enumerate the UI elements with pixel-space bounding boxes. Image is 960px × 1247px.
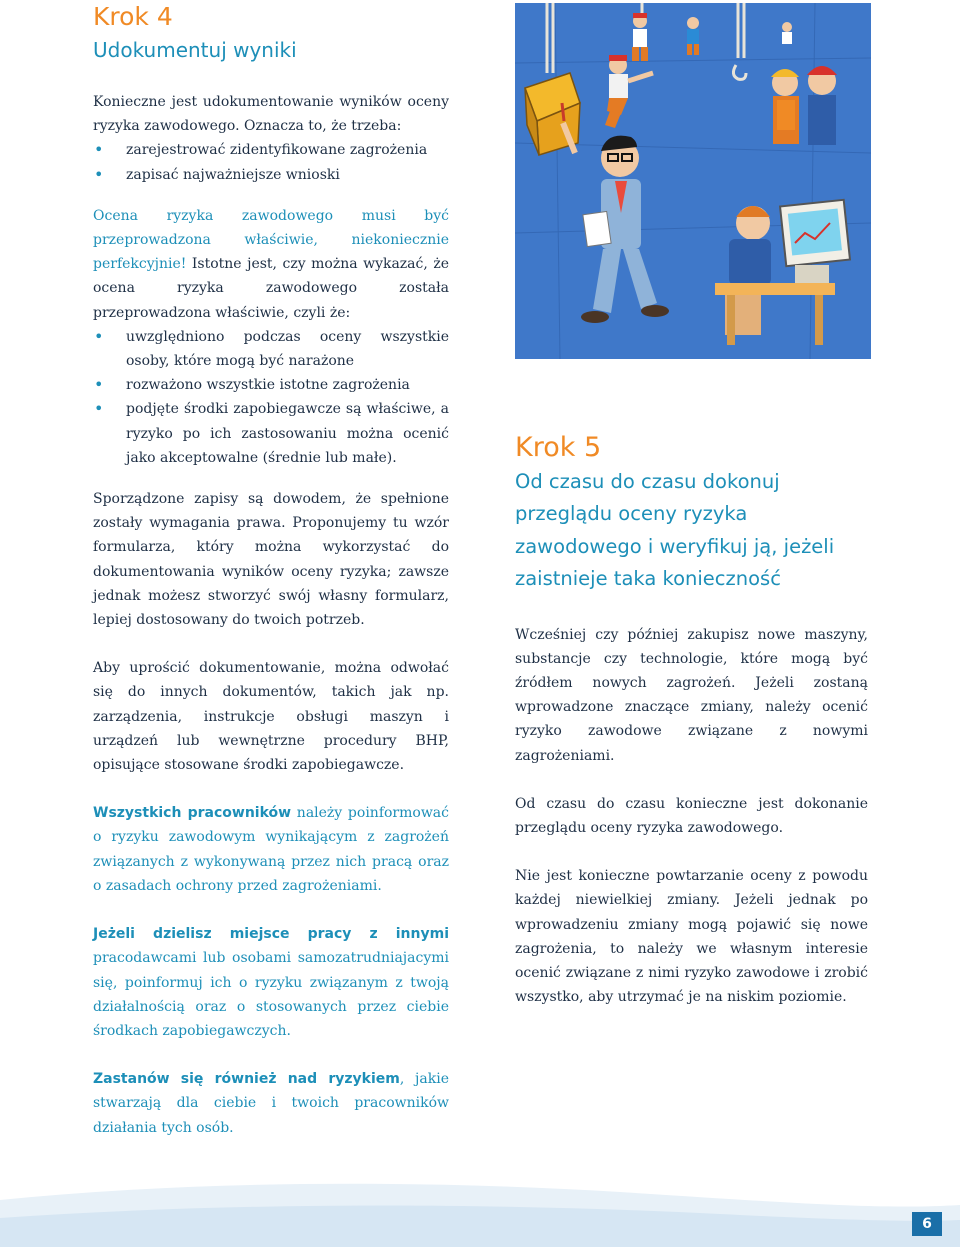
page-number: 6 <box>912 1212 942 1236</box>
step4-title: Udokumentuj wyniki <box>93 38 297 62</box>
consider-rest: , jakie stwarzają dla ciebie i twoich pracowników działania tych osób. <box>93 1071 449 1136</box>
step4-bullets-1 <box>93 138 449 186</box>
workers-bold: Wszystkich pracowników <box>93 805 292 822</box>
list-item: • zarejestrować zidentyfikowane zagrożenia <box>93 138 449 162</box>
step4-bullets-2 <box>93 325 449 470</box>
list-item: • zapisać najważniejsze wnioski <box>93 163 449 187</box>
step5-title: Od czasu do czasu dokonuj przeglądu oceny ryzyka zawodowego i weryfikuj ją, jeżeli zaistnieje taka konieczność <box>515 470 835 591</box>
workplace-illustration <box>515 3 871 359</box>
step4-label: Krok 4 <box>93 2 173 31</box>
footer-wave <box>0 1160 960 1247</box>
step5-column <box>515 430 868 1009</box>
list-item: • rozważono wszystkie istotne zagrożenia <box>93 373 449 397</box>
step5-paragraph-2: Od czasu do czasu konieczne jest dokonanie przeglądu oceny ryzyka zawodowego. <box>515 795 868 837</box>
step5-paragraph-3: Nie jest konieczne powtarzanie oceny z powodu każdej niewielkiej zmiany. Jeżeli jednak po wprowadzeniu zmiany mogą pojawić się nowe zagrożenia, to należy we własnym interesie ocenić związane z nimi ryzyko zawodowe i zrobić wszystko, aby utrzymać je na niskim poziomie. <box>515 868 868 1006</box>
step4-workers <box>93 801 449 898</box>
step4-share <box>93 922 449 1043</box>
share-rest: pracodawcami lub osobami samozatrudniajacymi się, poinformuj ich o ryzyku związanym z twoją działalnością oraz o stosowanych przez ciebie środkach zapobiegawczych. <box>93 950 449 1039</box>
list-item: • podjęte środki zapobiegawcze są właściwe, a ryzyko po ich zastosowaniu można ocenić jako akceptowalne (średnie lub małe). <box>93 397 449 470</box>
step4-records: Sporządzone zapisy są dowodem, że spełnione zostały wymagania prawa. Proponujemy tu wzór formularza, który można wykorzystać do dokumentowania wyników oceny ryzyka; zawsze jednak możesz stworzyć swój własny formularz, lepiej dostosowany do twoich potrzeb. <box>93 491 449 629</box>
step4-intro: Konieczne jest udokumentowanie wyników oceny ryzyka zawodowego. Oznacza to, że trzeba: <box>93 94 449 135</box>
step4-consider <box>93 1067 449 1140</box>
note-highlight: Ocena ryzyka zawodowego musi być przeprowadzona właściwie, niekoniecznie perfekcyjnie! <box>93 207 449 273</box>
consider-bold: Zastanów się również nad ryzykiem <box>93 1071 400 1088</box>
illustration-svg <box>515 3 871 359</box>
step4-note <box>93 204 449 325</box>
step5-paragraph-1: Wcześniej czy później zakupisz nowe maszyny, substancje czy technologie, które mogą być źródłem nowych zagrożeń. Jeżeli zostaną wprowadzone znaczące zmiany, należy ocenić ryzyko zawodowe związane z nowymi zagrożeniami. <box>515 626 868 764</box>
share-bold: Jeżeli dzielisz miejsce pracy z innymi <box>93 926 449 943</box>
step4-column <box>93 0 449 1140</box>
list-item: • uwzględniono podczas oceny wszystkie osoby, które mogą być narażone <box>93 325 449 373</box>
step5-label: Krok 5 <box>515 432 602 463</box>
step4-simplify: Aby uprościć dokumentowanie, można odwołać się do innych dokumentów, takich jak np. zarządzenia, instrukcje obsługi maszyn i urządzeń lub wewnętrzne procedury BHP, opisujące stosowane środki zapobiegawcze. <box>93 660 449 774</box>
workers-rest: należy poinformować o ryzyku zawodowym wynikającym z zagrożeń związanych z wykonywaną przez nich pracą oraz o zasadach ochrony przed zagrożeniami. <box>93 805 449 894</box>
note-rest: Istotne jest, czy można wykazać, że ocena ryzyka zawodowego została przeprowadzona właściwie, czyli że: <box>93 256 449 321</box>
